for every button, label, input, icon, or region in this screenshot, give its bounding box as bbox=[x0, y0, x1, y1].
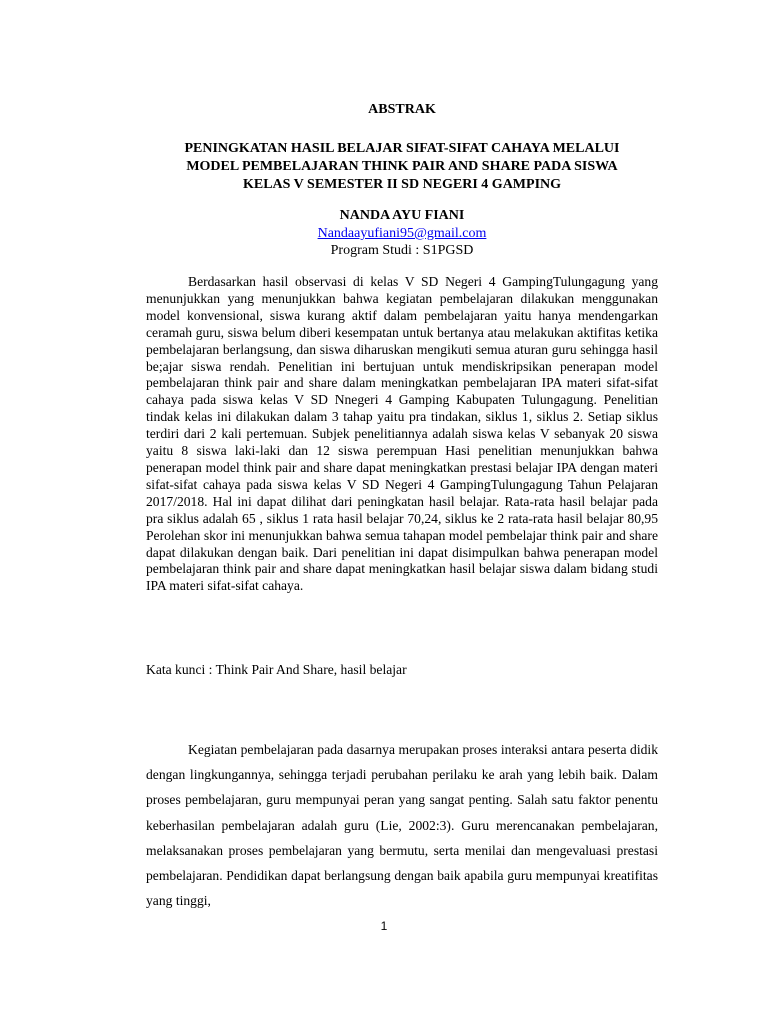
document-title bbox=[146, 140, 658, 194]
title-line-2: MODEL PEMBELAJARAN THINK PAIR AND SHARE PADA SISWA bbox=[186, 159, 618, 174]
study-program: Program Studi : S1PGSD bbox=[330, 243, 474, 258]
abstract-paragraph: Berdasarkan hasil observasi di kelas V SD Negeri 4 GampingTulungagung yang menunjukkan yang menunjukkan bahwa kegiatan pembelajaran dilakukan menggunakan model konvensional, siswa kurang aktif dalam pembelajaran yaitu hanya mendengarkan ceramah guru, siswa belum diberi kesempatan untuk bertanya atau melakukan aktifitas ketika pembelajaran berlangsung, dan siswa diharuskan mengikuti semua aturan guru sehingga hasil be;ajar siswa rendah. Penelitian ini bertujuan untuk mendiskripsikan penerapan model pembelajaran think pair and share dalam meningkatkan pembelajaran IPA materi sifat-sifat cahaya pada siswa kelas V SD Nnegeri 4 Gamping Kabupaten Tulungagung. Penelitian tindak kelas ini dilakukan dalam 3 tahap yaitu pra tindakan, siklus 1, siklus 2. Setiap siklus terdiri dari 2 kali pertemuan. Subjek penelitiannya adalah siswa kelas V sebanyak 20 siswa yaitu 8 siswa laki-laki dan 12 siswa perempuan Hasi penelitian menunjukkan bahwa penerapan model think pair and share dapat meningkatkan prestasi belajar IPA dengan materi sifat-sifat cahaya pada siswa kelas V SD Negeri 4 GampingTulungagung Tahun Pelajaran 2017/2018. Hal ini dapat dilihat dari peningkatan hasil belajar. Rata-rata hasil belajar pada pra siklus adalah 65 , siklus 1 rata hasil belajar 70,24, siklus ke 2 rata-rata hasil belajar 80,95 Perolehan skor ini menunjukkan bahwa semua tahapan model pembelajar think pair and share dapat dilakukan dengan baik. Dari penelitian ini dapat disimpulkan bahwa penerapan model pembelajaran think pair and share dapat meningkatkan hasil belajar siswa dalam bidang studi IPA materi sifat-sifat cahaya. bbox=[146, 274, 658, 594]
author-email-link[interactable]: Nandaayufiani95@gmail.com bbox=[317, 226, 487, 241]
keywords-line: Kata kunci : Think Pair And Share, hasil belajar bbox=[146, 662, 407, 677]
intro-paragraph: Kegiatan pembelajaran pada dasarnya merupakan proses interaksi antara peserta didik dengan lingkungannya, sehingga terjadi perubahan perilaku ke arah yang lebih baik. Dalam proses pembelajaran, guru mempunyai peran yang sangat penting. Salah satu faktor penentu keberhasilan pembelajaran adalah guru (Lie, 2002:3). Guru merencanakan pembelajaran, melaksanakan proses pembelajaran yang bermutu, serta menilai dan mengevaluasi prestasi pembelajaran. Pendidikan dapat berlangsung dengan baik apabila guru mempunyai kreatifitas yang tinggi, bbox=[146, 742, 658, 909]
author-name: NANDA AYU FIANI bbox=[339, 208, 465, 223]
title-line-1: PENINGKATAN HASIL BELAJAR SIFAT-SIFAT CAHAYA MELALUI bbox=[184, 141, 620, 156]
abstract-heading: ABSTRAK bbox=[368, 102, 436, 117]
author-email-line bbox=[146, 225, 658, 243]
title-line-3: KELAS V SEMESTER II SD NEGERI 4 GAMPING bbox=[242, 177, 562, 192]
page-number: 1 bbox=[380, 919, 388, 933]
